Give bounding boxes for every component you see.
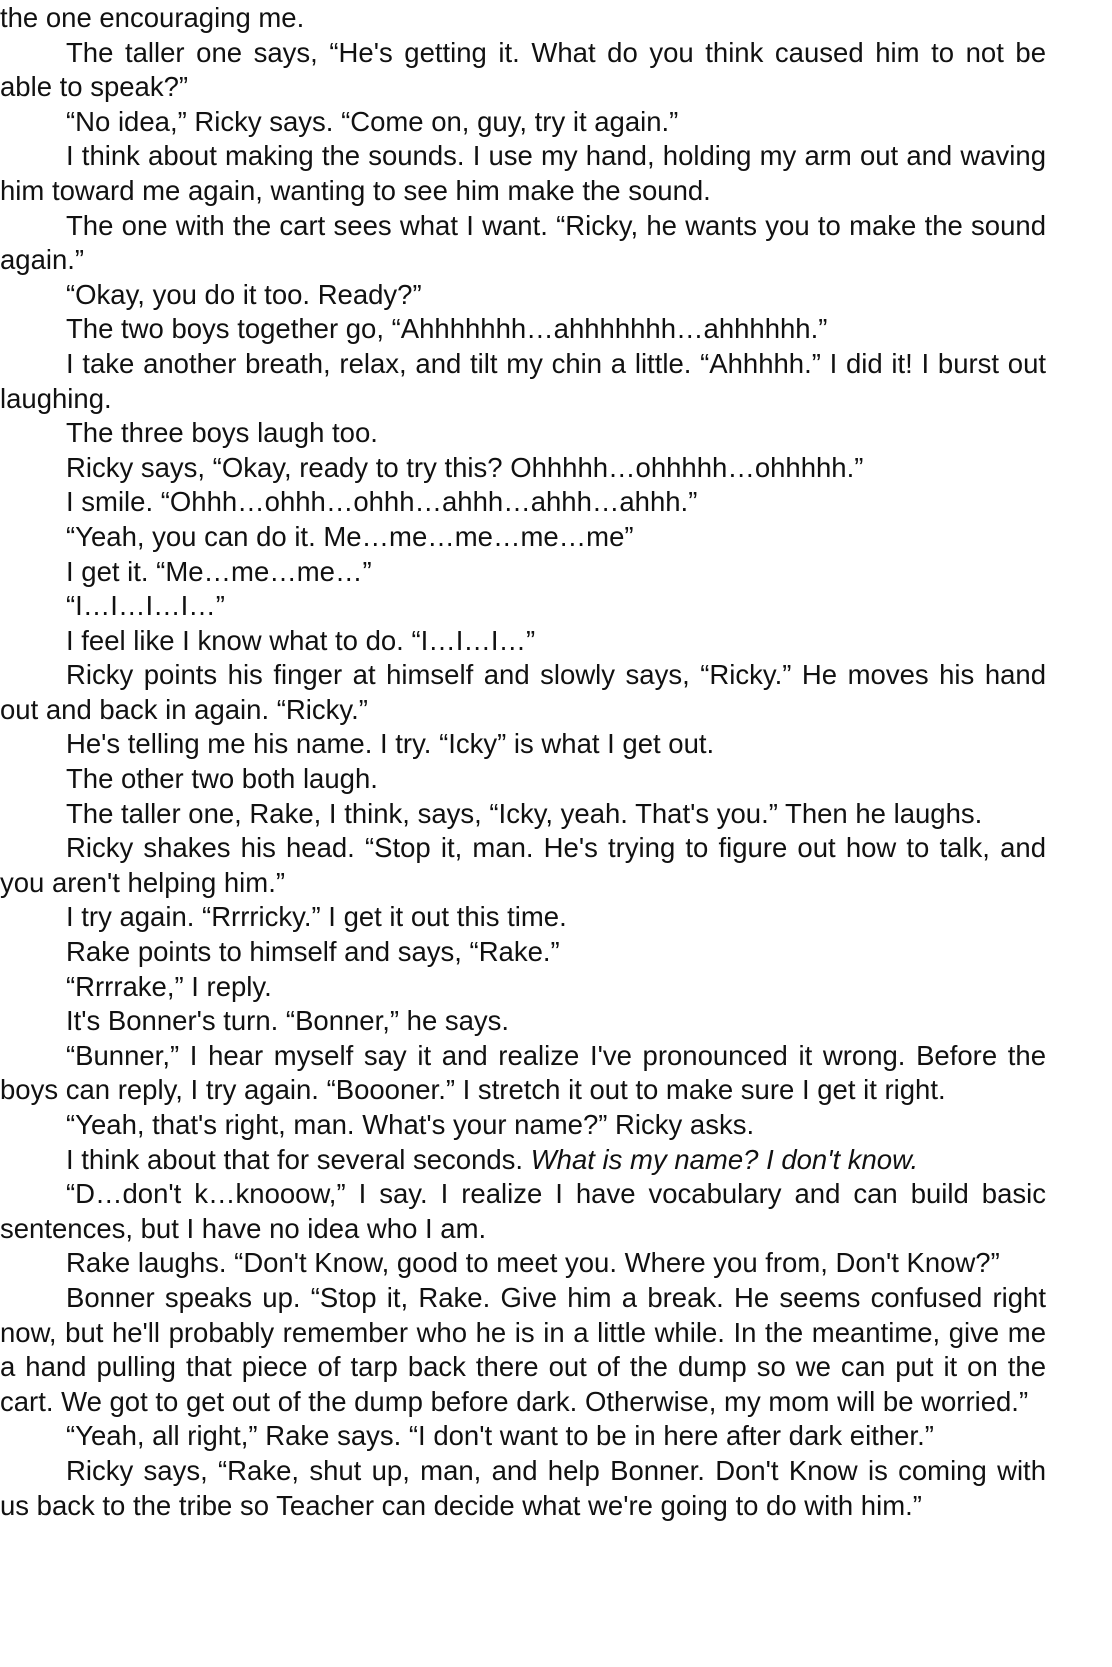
paragraph-30: “Yeah, all right,” Rake says. “I don't want to be in here after dark either.” xyxy=(66,1420,934,1452)
paragraph-9: Ricky says, “Okay, ready to try this? Ohhhhh…ohhhhh…ohhhhh.” xyxy=(66,451,864,483)
paragraph-15: Ricky points his finger at himself and slowly says, “Ricky.” He moves his hand out and back in again. “Ricky.” xyxy=(0,659,1046,725)
paragraph-23: It's Bonner's turn. “Bonner,” he says. xyxy=(66,1005,510,1037)
paragraph-14: I feel like I know what to do. “I…I…I…” xyxy=(66,624,536,656)
paragraph-26-text: I think about that for several seconds. xyxy=(66,1143,524,1175)
paragraph-19: Ricky shakes his head. “Stop it, man. He's trying to figure out how to talk, and you aren't helping him.” xyxy=(0,832,1046,898)
paragraph-0: the one encouraging me. xyxy=(0,2,305,33)
paragraph-3: I think about making the sounds. I use my hand, holding my arm out and waving him toward me again, wanting to see him make the sound. xyxy=(0,140,1046,206)
paragraph-16: He's telling me his name. I try. “Icky” is what I get out. xyxy=(66,728,715,760)
paragraph-31: Ricky says, “Rake, shut up, man, and help Bonner. Don't Know is coming with us back to the tribe so Teacher can decide what we're going to do with him.” xyxy=(0,1454,1046,1521)
paragraph-4: The one with the cart sees what I want. “Ricky, he wants you to make the sound again.” xyxy=(0,209,1046,276)
paragraph-20: I try again. “Rrrricky.” I get it out this time. xyxy=(66,901,567,933)
paragraph-10: I smile. “Ohhh…ohhh…ohhh…ahhh…ahhh…ahhh.” xyxy=(66,486,698,518)
paragraph-29: Bonner speaks up. “Stop it, Rake. Give him a break. He seems confused right now, but he'll probably remember who he is in a little while. In the meantime, give me a hand pulling that piece of tarp back there out of the dump so we can put it on the cart. We got to get out of the dump before dark. Otherwise, my mom will be worried.” xyxy=(0,1281,1046,1417)
paragraph-2: “No idea,” Ricky says. “Come on, guy, try it again.” xyxy=(66,105,679,137)
paragraph-11: “Yeah, you can do it. Me…me…me…me…me” xyxy=(66,520,634,552)
paragraph-21: Rake points to himself and says, “Rake.” xyxy=(66,936,560,968)
paragraph-22: “Rrrrake,” I reply. xyxy=(66,970,272,1002)
paragraph-5: “Okay, you do it too. Ready?” xyxy=(66,278,422,310)
paragraph-7: I take another breath, relax, and tilt my chin a little. “Ahhhhh.” I did it! I burst out laughing. xyxy=(0,347,1046,414)
paragraph-26-italic-thought: What is my name? I don't know. xyxy=(530,1143,919,1175)
paragraph-6: The two boys together go, “Ahhhhhhh…ahhhhhhh…ahhhhhh.” xyxy=(66,313,828,345)
paragraph-27: “D…don't k…knooow,” I say. I realize I have vocabulary and can build basic sentences, but I have no idea who I am. xyxy=(0,1178,1046,1244)
paragraph-25: “Yeah, that's right, man. What's your name?” Ricky asks. xyxy=(66,1109,755,1140)
paragraph-1: The taller one says, “He's getting it. What do you think caused him to not be able to speak?” xyxy=(0,36,1046,103)
paragraph-8: The three boys laugh too. xyxy=(66,417,378,449)
paragraph-18: The taller one, Rake, I think, says, “Icky, yeah. That's you.” Then he laughs. xyxy=(66,797,983,829)
paragraph-24: “Bunner,” I hear myself say it and realize I've pronounced it wrong. Before the boys can reply, I try again. “Boooner.” I stretch it out to make sure I get it right. xyxy=(0,1039,1046,1106)
paragraph-13: “I…I…I…I…” xyxy=(66,590,225,622)
paragraph-28: Rake laughs. “Don't Know, good to meet you. Where you from, Don't Know?” xyxy=(66,1247,1000,1279)
paragraph-26 xyxy=(0,1143,1046,1178)
paragraph-12: I get it. “Me…me…me…” xyxy=(66,555,372,587)
paragraph-17: The other two both laugh. xyxy=(66,763,378,795)
